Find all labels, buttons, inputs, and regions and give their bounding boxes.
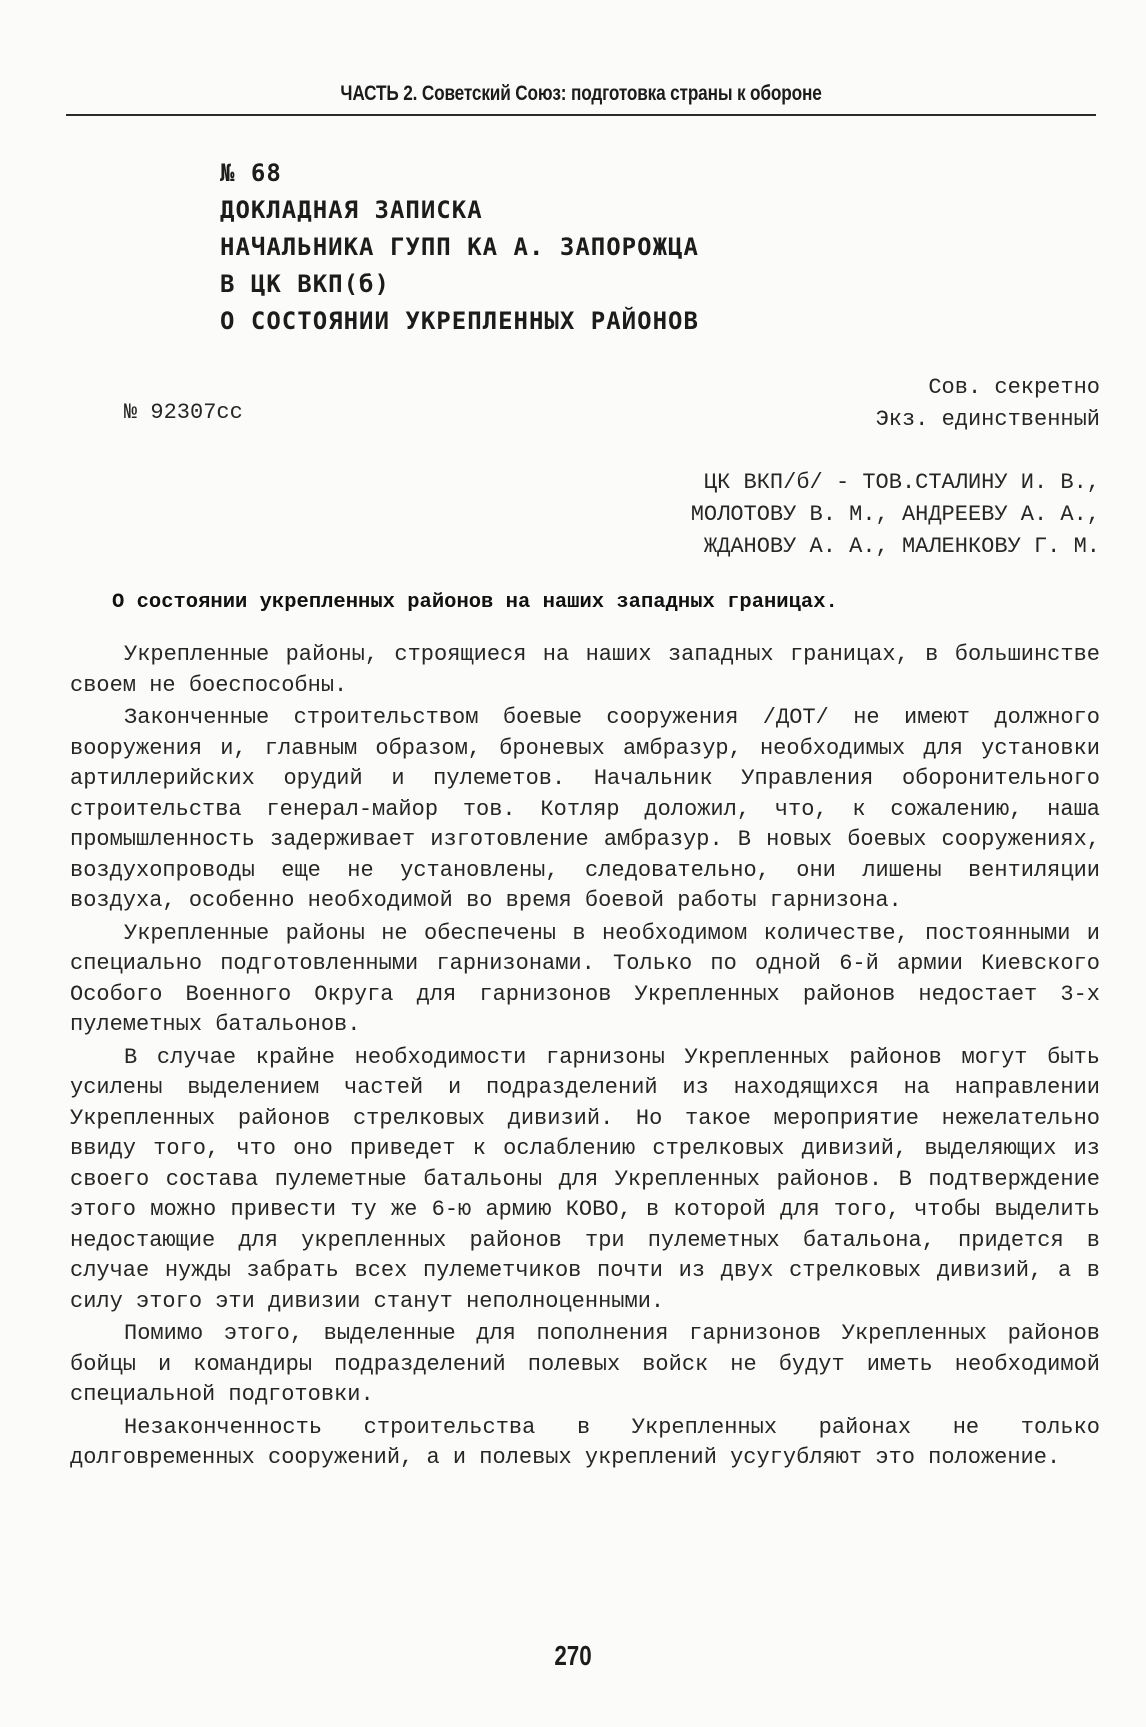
- body-paragraph: В случае крайне необходимости гарнизоны Укрепленных районов могут быть усилены выделением частей и подразделений из находящихся на направлении Укрепленных районов стрелковых дивизий. Но такое мероприятие нежелательно ввиду того, что оно приведет к ослаблению стрелковых дивизий, выделяющих из своего состава пулеметные батальоны для Укрепленных районов. В подтверждение этого можно привести ту же 6-ю армию КОВО, в которой для того, чтобы выделить недостающие для укрепленных районов три пулеметных батальона, придется в случае нужды забрать всех пулеметчиков почти из двух стрелковых дивизий, а в силу этого эти дивизии станут неполноценными.: [70, 1044, 1100, 1314]
- addressee-block: [691, 467, 1100, 563]
- body-paragraph: Помимо этого, выделенные для пополнения гарнизонов Укрепленных районов бойцы и командиры подразделений полевых войск не будут иметь необходимой специальной подготовки.: [70, 1321, 1100, 1407]
- running-head: ЧАСТЬ 2. Советский Союз: подготовка страны к обороне: [340, 82, 822, 105]
- header-rule: [66, 114, 1096, 116]
- body-paragraph: Укрепленные районы не обеспечены в необходимом количестве, постоянными и специально подготовленными гарнизонами. Только по одной 6-й армии Киевского Особого Военного Округа для гарнизонов Укрепленных районов недостает 3-х пулеметных батальонов.: [70, 920, 1100, 1037]
- page-number: 270: [554, 1640, 592, 1671]
- document-number: № 68: [220, 159, 282, 187]
- classification-stamp: [876, 372, 1100, 436]
- addressee-line: ЖДАНОВУ А. А., МАЛЕНКОВУ Г. М.: [703, 534, 1100, 559]
- copy-count: Экз. единственный: [875, 407, 1100, 432]
- document-recipient: В ЦК ВКП(б): [220, 270, 390, 298]
- addressee-line: ЦК ВКП/б/ - ТОВ.СТАЛИНУ И. В.,: [703, 470, 1100, 495]
- addressee-line: МОЛОТОВУ В. М., АНДРЕЕВУ А. А.,: [690, 502, 1100, 527]
- document-author: НАЧАЛЬНИКА ГУПП КА А. ЗАПОРОЖЦА: [220, 233, 699, 261]
- secrecy-level: Сов. секретно: [928, 375, 1100, 400]
- document-body: [70, 640, 1100, 1476]
- body-paragraph: Законченные строительством боевые сооружения /ДОТ/ не имеют должного вооружения и, главным образом, броневых амбразур, необходимых для установки артиллерийских орудий и пулеметов. Начальник Управления оборонительного строительства генерал-майор тов. Котляр доложил, что, к сожалению, наша промышленность задерживает изготовление амбразур. В новых боевых сооружениях, воздухопроводы еще не установлены, следовательно, они лишены вентиляции воздуха, особенно необходимой во время боевой работы гарнизона.: [70, 705, 1100, 913]
- body-paragraph: Незаконченность строительства в Укрепленных районах не только долговременных сооружений, а и полевых укреплений усугубляют это положение.: [70, 1414, 1100, 1470]
- document-topic: О СОСТОЯНИИ УКРЕПЛЕННЫХ РАЙОНОВ: [220, 307, 699, 335]
- body-paragraph: Укрепленные районы, строящиеся на наших западных границах, в большинстве своем не боеспособны.: [70, 642, 1100, 698]
- registration-number: № 92307сс: [124, 400, 243, 425]
- subject-heading: О состоянии укрепленных районов на наших западных границах.: [112, 591, 838, 614]
- document-type: ДОКЛАДНАЯ ЗАПИСКА: [220, 196, 483, 224]
- document-title: [220, 155, 699, 340]
